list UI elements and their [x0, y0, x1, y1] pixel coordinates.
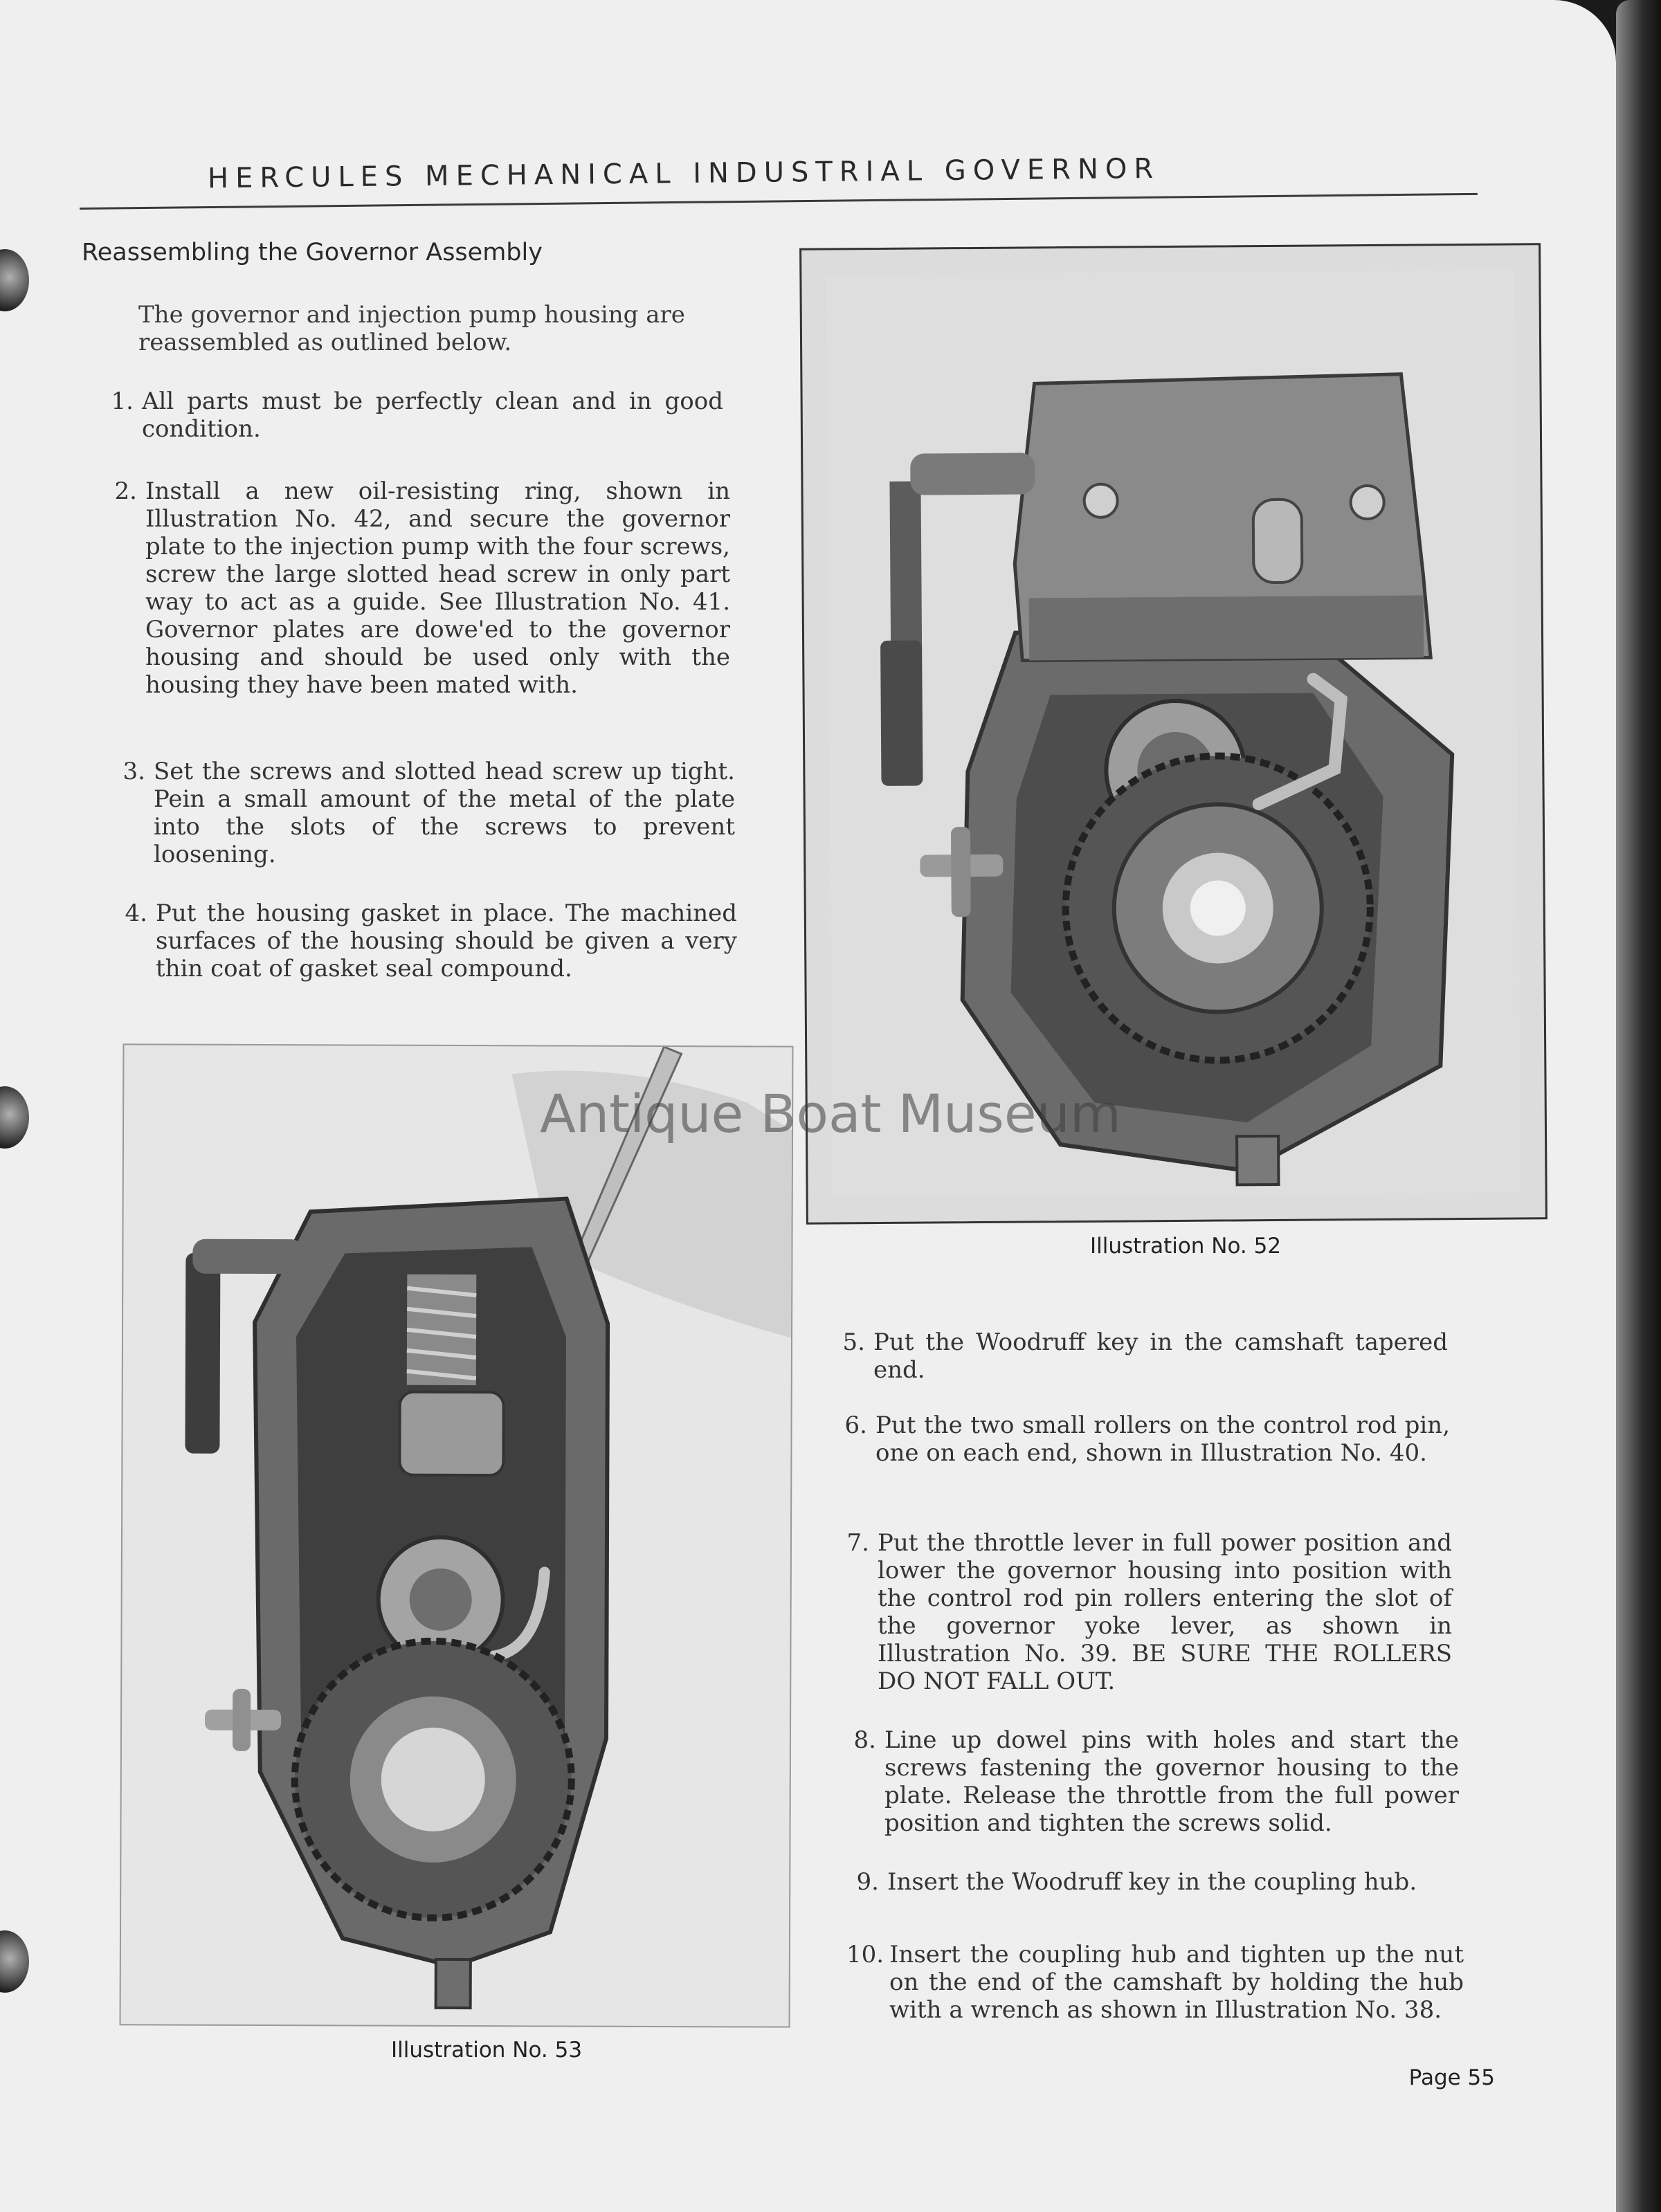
step-number: 2. — [114, 477, 137, 505]
step-number: 5. — [842, 1328, 865, 1356]
step-text: Line up dowel pins with holes and start the screws fastening the governor housing to the plate. Release the throttle from the full power position and tighten the screws solid. — [884, 1726, 1459, 1837]
binder-hole-middle — [0, 1086, 29, 1149]
step-4 — [125, 899, 737, 982]
binder-hole-top — [0, 249, 29, 311]
header-rule — [80, 193, 1478, 210]
step-7 — [846, 1529, 1452, 1695]
page-number: Page 55 — [1408, 2065, 1495, 2090]
illustration-52-caption: Illustration No. 52 — [1090, 1234, 1282, 1259]
binder-hole-bottom — [0, 1930, 29, 1993]
step-10 — [846, 1941, 1464, 2024]
step-6 — [844, 1411, 1450, 1467]
step-number: 1. — [111, 387, 134, 415]
step-text: Put the Woodruff key in the camshaft tapered end. — [873, 1328, 1448, 1384]
step-9 — [856, 1868, 1462, 1896]
step-text: All parts must be perfectly clean and in good condition. — [142, 387, 723, 443]
step-number: 7. — [846, 1529, 869, 1557]
step-1 — [111, 387, 723, 443]
step-number: 8. — [853, 1726, 876, 1754]
step-text: Set the screws and slotted head screw up tight. Pein a small amount of the metal of the plate into the slots of the screws to prevent loosening. — [154, 758, 735, 868]
illustration-53-photo — [120, 1043, 794, 2027]
illustration-53-caption: Illustration No. 53 — [391, 2038, 583, 2063]
step-text: Put the housing gasket in place. The machined surfaces of the housing should be given a very thin coat of gasket seal compound. — [156, 899, 737, 982]
step-text: Install a new oil-resisting ring, shown in Illustration No. 42, and secure the governor plate to the injection pump with the four screws, screw the large slotted head screw in only part way to act as a guide. See Illustration No. 41. Governor plates are dowe'ed to the governor housing and should be used only with the housing they have been mated with. — [145, 477, 730, 699]
intro-paragraph: The governor and injection pump housing are reassembled as outlined below. — [138, 301, 685, 356]
step-8 — [853, 1726, 1459, 1837]
step-text: Insert the Woodruff key in the coupling hub. — [887, 1868, 1417, 1896]
illustration-52-frame — [799, 243, 1547, 1224]
step-number: 10. — [846, 1941, 884, 1968]
step-number: 4. — [125, 899, 147, 927]
running-header: HERCULES MECHANICAL INDUSTRIAL GOVERNOR — [207, 152, 1161, 195]
step-number: 6. — [844, 1411, 867, 1439]
step-number: 3. — [122, 758, 145, 785]
step-5 — [842, 1328, 1448, 1384]
step-text: Put the two small rollers on the control rod pin, one on each end, shown in Illustration No. 40. — [875, 1411, 1450, 1467]
page-edge-shadow — [1616, 0, 1661, 2212]
step-3 — [122, 758, 735, 868]
watermark: Antique Boat Museum — [540, 1083, 1121, 1144]
step-2 — [114, 477, 730, 699]
illustration-52-photo — [826, 270, 1521, 1198]
step-number: 9. — [856, 1868, 879, 1896]
step-text: Insert the coupling hub and tighten up the nut on the end of the camshaft by holding the hub with a wrench as shown in Illustration No. 38. — [889, 1941, 1464, 2024]
section-heading: Reassembling the Governor Assembly — [82, 239, 543, 266]
step-text: Put the throttle lever in full power position and lower the governor housing into position with the control rod pin rollers entering the slot of the governor yoke lever, as shown in Illustration No. 39. BE SURE THE ROLLERS DO NOT FALL OUT. — [878, 1529, 1452, 1695]
